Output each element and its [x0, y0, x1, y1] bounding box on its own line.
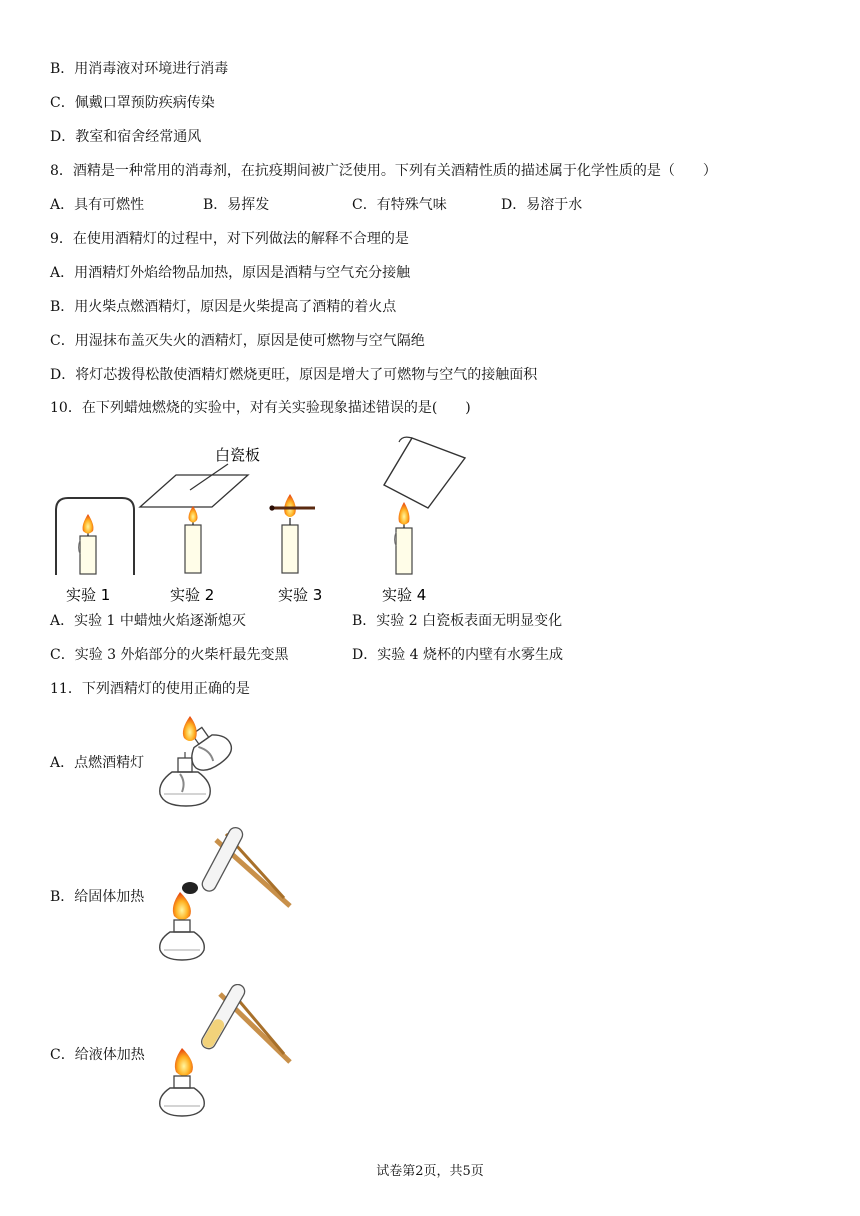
q8-option-b: B．易挥发: [203, 197, 270, 213]
q7-option-c: C．佩戴口罩预防疾病传染: [50, 95, 215, 111]
experiment-1-jar: [56, 498, 134, 575]
q9-option-c: C．用湿抹布盖灭失火的酒精灯，原因是使可燃物与空气隔绝: [50, 333, 425, 349]
q8-option-c: C．有特殊气味: [352, 197, 447, 213]
solid-sample: [182, 882, 198, 894]
q11-option-a: A．点燃酒精灯: [50, 755, 145, 771]
flame-icon: [175, 1048, 193, 1076]
q10-option-b: B．实验 2 白瓷板表面无明显变化: [352, 613, 563, 629]
candle-experiments-figure: [50, 430, 480, 608]
q8-stem: 8．酒精是一种常用的消毒剂，在抗疫期间被广泛使用。下列有关酒精性质的描述属于化学性质的是（ ）: [50, 163, 717, 179]
q10-option-a: A．实验 1 中蜡烛火焰逐渐熄灭: [50, 613, 246, 629]
q10-option-d: D．实验 4 烧杯的内壁有水雾生成: [352, 647, 564, 663]
liquid-sample: [200, 1017, 226, 1050]
q7-option-d: D．教室和宿舍经常通风: [50, 129, 202, 145]
caption-experiment-3: 实验 3: [278, 586, 323, 604]
caption-experiment-2: 实验 2: [170, 586, 215, 604]
flame-icon: [399, 502, 410, 525]
q9-stem: 9．在使用酒精灯的过程中，对下列做法的解释不合理的是: [50, 231, 409, 247]
q10-stem: 10．在下列蜡烛燃烧的实验中，对有关实验现象描述错误的是( ): [50, 400, 471, 416]
q8-option-a: A．具有可燃性: [50, 197, 145, 213]
experiment-3-matchstick: [269, 494, 315, 573]
flame-icon: [173, 892, 191, 920]
lamp-lighting-lamp-figure: [152, 712, 244, 810]
experiment-2-plate: [140, 464, 248, 573]
q11-stem: 11．下列酒精灯的使用正确的是: [50, 681, 250, 697]
heating-solid-figure: [150, 826, 295, 964]
caption-experiment-4: 实验 4: [382, 586, 427, 604]
plate-label: 白瓷板: [215, 446, 261, 464]
q10-option-c: C．实验 3 外焰部分的火柴杆最先变黑: [50, 647, 289, 663]
q11-option-b: B．给固体加热: [50, 889, 145, 905]
caption-experiment-1: 实验 1: [66, 586, 111, 604]
experiment-4-beaker: [384, 437, 465, 574]
flame-icon: [189, 506, 198, 523]
heating-liquid-figure: [150, 984, 295, 1120]
q9-option-d: D．将灯芯拨得松散使酒精灯燃烧更旺，原因是增大了可燃物与空气的接触面积: [50, 367, 538, 383]
flame-icon: [183, 716, 197, 741]
q7-option-b: B．用消毒液对环境进行消毒: [50, 61, 229, 77]
q9-option-a: A．用酒精灯外焰给物品加热，原因是酒精与空气充分接触: [50, 265, 411, 281]
q8-option-d: D．易溶于水: [501, 197, 583, 213]
page-footer: 试卷第2页，共5页: [376, 1164, 484, 1179]
flame-icon: [83, 514, 94, 534]
q9-option-b: B．用火柴点燃酒精灯，原因是火柴提高了酒精的着火点: [50, 299, 397, 315]
q11-option-c: C．给液体加热: [50, 1047, 145, 1063]
flame-icon: [284, 494, 296, 517]
